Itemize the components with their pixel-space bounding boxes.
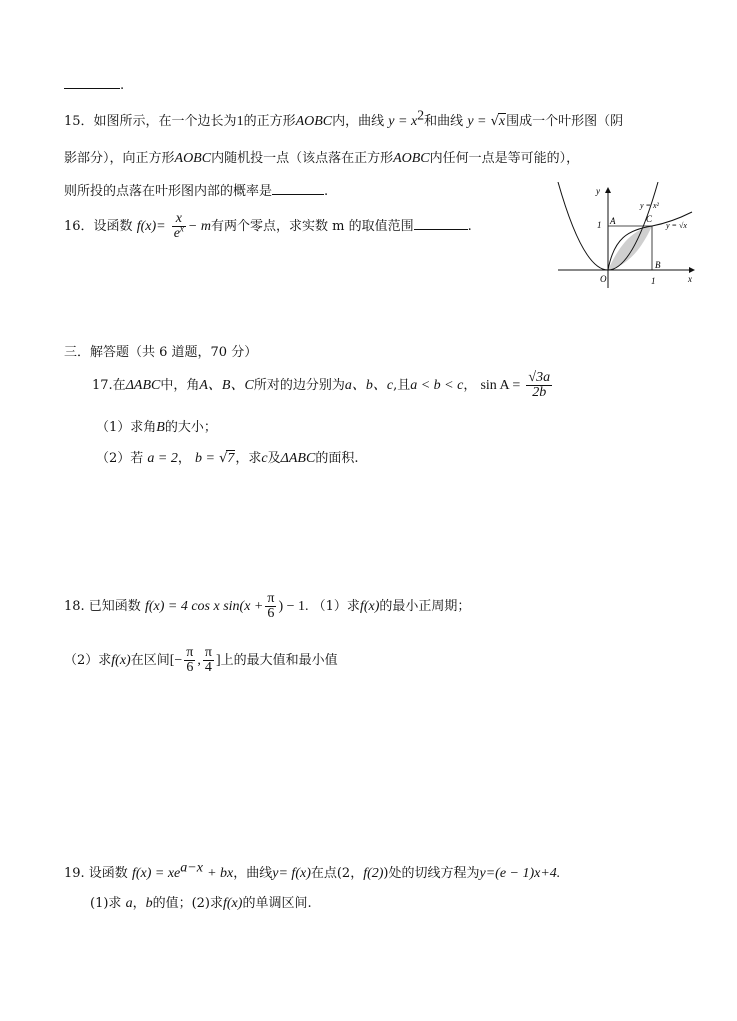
q18-function-end: ) − 1. [278, 599, 309, 614]
sqrt-arg: x [498, 114, 506, 129]
q17-text: 中，角 [160, 378, 200, 393]
sqrt-arg: 7 [227, 451, 235, 466]
q18-text: 上的最大值和最小值 [220, 653, 338, 668]
q15-text: 和曲线 [424, 114, 464, 129]
q18-text: （1）求 [312, 599, 360, 614]
frac-numerator: x [172, 212, 186, 227]
triangle-name: ΔABC [125, 378, 161, 393]
inequality: a < b < c [410, 378, 464, 393]
period: . [324, 184, 329, 199]
q19-function: f(x) = xe [131, 866, 181, 881]
triangle-name: ΔABC [280, 451, 316, 466]
frac-numerator: √3a [528, 370, 551, 385]
q15-text: 内，曲线 [332, 114, 385, 129]
comma: ， [132, 896, 146, 911]
eq-sqrt: y = [467, 114, 487, 129]
bracket-open: [− [169, 653, 183, 668]
q15-line1: 15．如图所示，在一个边长为1的正方形AOBC内，曲线 $y = x^2$和曲线 y = √x围成一个叶形图（阴 [64, 108, 624, 129]
q15-text: 影部分），向正方形 [64, 151, 175, 166]
q15-text: 围成一个叶形图（阴 [506, 114, 624, 129]
tick-x-label: 1 [651, 276, 656, 286]
x-axis-label: x [688, 274, 692, 284]
leaf-figure [550, 182, 702, 294]
point-b-label: B [655, 260, 661, 270]
exponent: 2 [417, 108, 425, 124]
q17-text: 的面积. [315, 451, 359, 466]
q17-text: （1）求角 [96, 420, 157, 435]
q15-line2 [64, 151, 579, 167]
frac-denominator: 4 [204, 660, 212, 675]
bracket-close: ] [215, 653, 221, 668]
q18-fraction [265, 592, 276, 621]
q19-line1 [64, 860, 561, 882]
q18-text: 的最小正周期； [379, 599, 471, 614]
q15-text: 内随机投一点（该点落在正方形 [211, 151, 394, 166]
q16-function: f(x)= [136, 219, 166, 234]
square-name: AOBC [393, 151, 430, 166]
q19-text: 的值；(2)求 [152, 896, 223, 911]
frac-numerator: π [186, 645, 194, 660]
q18-line1 [64, 590, 470, 624]
q19-function-end: + bx [207, 866, 234, 881]
q15-line3 [64, 182, 328, 200]
square-name: AOBC [295, 114, 333, 129]
var-m: m [332, 219, 345, 234]
comma: ， [177, 451, 191, 466]
a-value: a = 2 [147, 451, 178, 466]
minus-m: − m [187, 219, 211, 234]
q16-text: 的取值范围 [348, 219, 414, 234]
q17-part1 [96, 420, 217, 436]
frac-denominator: e [173, 226, 180, 241]
sides: a、b、c [344, 378, 394, 393]
q16-text: 有两个零点，求实数 [210, 219, 328, 234]
q19-text: ，曲线 [233, 866, 273, 881]
answer-blank [64, 76, 120, 89]
parabola-label: y = x² [640, 201, 659, 210]
f2: f(2) [363, 866, 384, 881]
period: . [467, 219, 472, 234]
eq-parabola: y = x [388, 114, 418, 129]
frac-denominator: 6 [267, 606, 275, 621]
frac-denominator: 2b [532, 385, 547, 400]
q15-text: 的正方形 [243, 114, 296, 129]
q18-frac-left [184, 646, 195, 675]
q17-text: （2）若 [96, 451, 144, 466]
sqrt-label: y = √x [666, 221, 687, 230]
section-3-heading: 三．解答题（共 6 道题，70 分） [64, 345, 258, 360]
q16-line [64, 212, 472, 242]
exponent: a−x [180, 860, 203, 876]
q17-part2: （2）若 a = 2， b = √7，求c及ΔABC的面积. [96, 451, 359, 466]
comma: ， [463, 378, 477, 393]
q17-line1 [92, 369, 554, 403]
q18-number: 18. 已知函数 [64, 599, 141, 614]
q18-frac-right [203, 646, 214, 675]
q15-text: 则所投的点落在叶形图内部的概率是 [64, 184, 273, 199]
point-a-label: A [610, 216, 616, 226]
tangent-eq: y=(e − 1)x+4. [479, 866, 561, 881]
curve-eq: y= f(x) [272, 866, 311, 881]
q19-text: 的单调区间. [242, 896, 312, 911]
sin-a: sin A = [480, 378, 521, 393]
q17-text: ，求 [235, 451, 262, 466]
q17-number: 17.在 [92, 378, 126, 393]
q18-function: f(x) = 4 cos x sin(x + [144, 599, 264, 614]
answer-blank [272, 182, 324, 195]
q18-text: 在区间 [130, 653, 170, 668]
q19-number: 19. 设函数 [64, 866, 128, 881]
var-b: b [145, 896, 153, 911]
q17-text: 及 [267, 451, 281, 466]
fx: f(x) [111, 653, 131, 668]
angles: A、B、C [199, 378, 254, 393]
side-c: c [261, 451, 268, 466]
point-c-label: C [646, 214, 653, 224]
angle-b: B [156, 420, 165, 435]
q15-number: 15． [64, 114, 94, 129]
q19-text: 在点(2， [310, 866, 364, 881]
q19-text: )处的切线方程为 [383, 866, 480, 881]
origin-label: O [600, 274, 607, 284]
q17-text: 所对的边分别为 [253, 378, 345, 393]
q16-fraction [172, 212, 186, 241]
q17-text: 的大小； [164, 420, 217, 435]
q15-text: 内任何一点是等可能的）， [429, 151, 580, 166]
tick-y-label: 1 [597, 220, 602, 230]
frac-numerator: π [204, 645, 212, 660]
fx: f(x) [223, 896, 243, 911]
q16-number: 16．设函数 [64, 219, 133, 234]
frac-numerator: π [267, 591, 275, 606]
q15-one: 1 [236, 114, 244, 129]
q18-line2 [64, 644, 338, 678]
q15-text: 如图所示，在一个边长为 [93, 114, 237, 129]
square-name: AOBC [174, 151, 212, 166]
q18-text: （2）求 [64, 653, 112, 668]
var-a: a [125, 896, 133, 911]
q17-fraction [526, 371, 552, 400]
exponent: x [179, 223, 184, 234]
q19-line2 [90, 896, 312, 912]
prev-answer-line [64, 76, 124, 94]
q17-text: ,且 [393, 378, 411, 393]
frac-denominator: 6 [186, 660, 194, 675]
comma: , [197, 653, 201, 668]
b-equals: b = [195, 451, 215, 466]
period: . [120, 78, 125, 93]
y-axis-label: y [596, 186, 600, 196]
fx: f(x) [359, 599, 380, 614]
q19-text: (1)求 [90, 896, 122, 911]
answer-blank [414, 217, 468, 230]
